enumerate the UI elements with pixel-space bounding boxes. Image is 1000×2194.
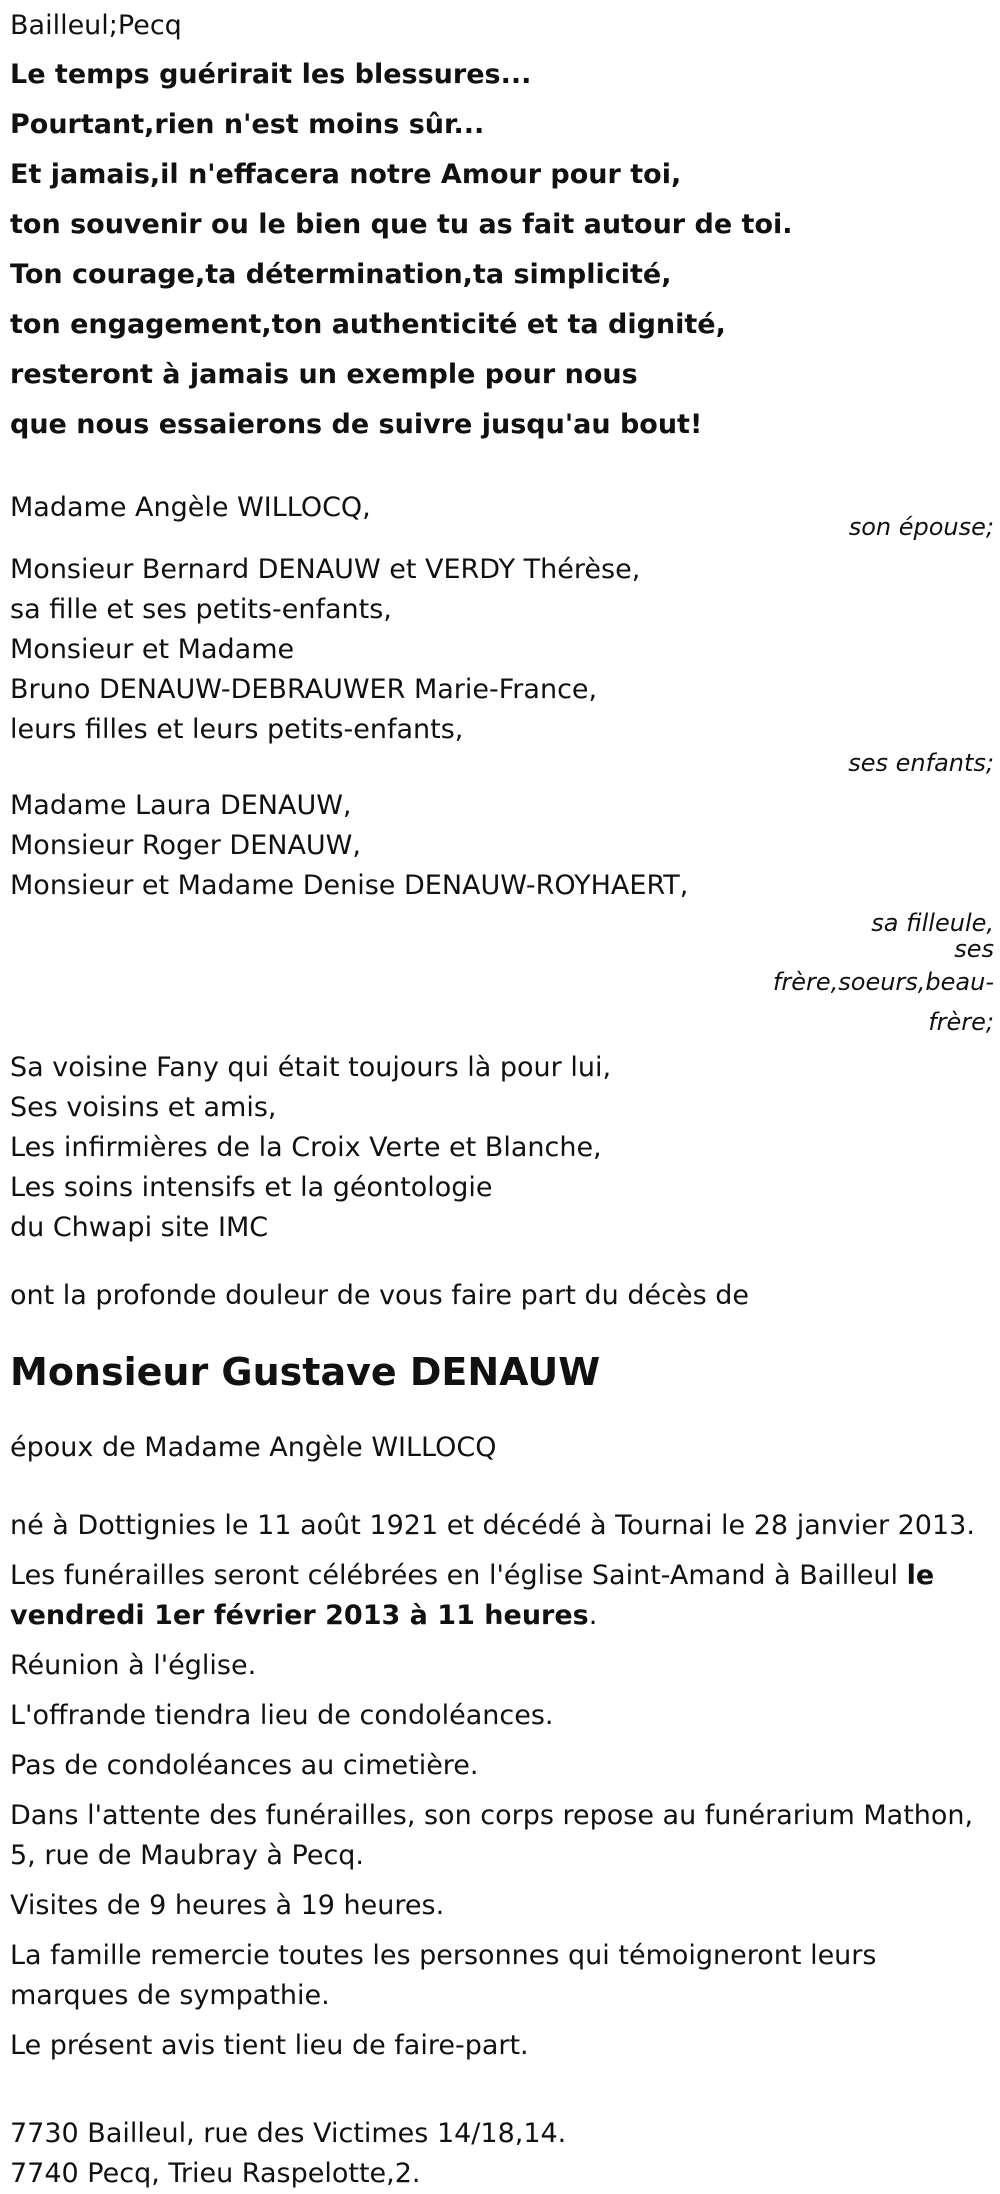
family-children [10, 550, 994, 780]
address-line: 7740 Pecq, Trieu Raspelotte,2. [10, 2158, 421, 2189]
spouse-name: Madame Angèle WILLOCQ, [10, 492, 371, 523]
others-line: Sa voisine Fany qui était toujours là pour lui, [10, 1052, 612, 1083]
siblings-line: Monsieur et Madame Denise DENAUW-ROYHAERT, [10, 870, 689, 901]
poem-line: ton souvenir ou le bien que tu as fait autour de toi. [10, 209, 793, 240]
funeral-intro: Les funérailles seront célébrées en l'église Saint-Amand à Bailleul [10, 1560, 907, 1591]
poem-line: resteront à jamais un exemple pour nous [10, 359, 638, 390]
birth-death: né à Dottignies le 11 août 1921 et décédé à Tournai le 28 janvier 2013. [10, 1510, 975, 1541]
children-line: sa fille et ses petits-enfants, [10, 594, 392, 625]
address-line: 7730 Bailleul, rue des Victimes 14/18,14. [10, 2118, 567, 2149]
poem-line: Pourtant,rien n'est moins sûr... [10, 109, 485, 140]
offering-info: L'offrande tiendra lieu de condoléances. [10, 1700, 554, 1731]
siblings-relation [10, 910, 994, 1042]
rest-info: Dans l'attente des funérailles, son corps repose au funérarium Mathon, 5, rue de Maubray à Pecq. [10, 1800, 974, 1871]
siblings-relation-line: frère,soeurs,beau- [772, 968, 994, 996]
poem-line: Et jamais,il n'effacera notre Amour pour toi, [10, 159, 682, 190]
thanks-info: La famille remercie toutes les personnes qui témoigneront leurs marques de sympathie. [10, 1940, 877, 2011]
children-line: Monsieur et Madame [10, 634, 295, 665]
family-others [10, 1048, 994, 1248]
poem-line: Ton courage,ta détermination,ta simplicité, [10, 259, 672, 290]
deceased-spouse-of: époux de Madame Angèle WILLOCQ [10, 1432, 497, 1463]
place-header: Bailleul;Pecq [10, 10, 182, 41]
funeral-details [10, 1506, 994, 2066]
funeral-info [10, 1556, 994, 1636]
children-relation: ses enfants; [848, 749, 994, 777]
siblings-relation-line: sa filleule, [871, 909, 994, 937]
children-line: leurs filles et leurs petits-enfants, [10, 714, 464, 745]
others-line: du Chwapi site IMC [10, 1212, 269, 1243]
poem [10, 50, 994, 450]
announcement: ont la profonde douleur de vous faire part du décès de [10, 1280, 749, 1311]
visits-info: Visites de 9 heures à 19 heures. [10, 1890, 445, 1921]
deceased-name: Monsieur Gustave DENAUW [10, 1350, 601, 1394]
children-line: Bruno DENAUW-DEBRAUWER Marie-France, [10, 674, 598, 705]
siblings-line: Monsieur Roger DENAUW, [10, 830, 361, 861]
poem-line: Le temps guérirait les blessures... [10, 59, 532, 90]
others-line: Ses voisins et amis, [10, 1092, 277, 1123]
meeting-info: Réunion à l'église. [10, 1650, 257, 1681]
family-spouse [10, 488, 994, 544]
poem-line: que nous essaierons de suivre jusqu'au bout! [10, 409, 703, 440]
siblings-line: Madame Laura DENAUW, [10, 790, 352, 821]
others-line: Les soins intensifs et la géontologie [10, 1172, 493, 1203]
spouse-relation: son épouse; [848, 513, 994, 541]
siblings-relation-line: ses [954, 935, 994, 963]
no-condolences-info: Pas de condoléances au cimetière. [10, 1750, 479, 1781]
addresses [10, 2114, 994, 2194]
poem-line: ton engagement,ton authenticité et ta dignité, [10, 309, 726, 340]
others-line: Les infirmières de la Croix Verte et Blanche, [10, 1132, 602, 1163]
funeral-end: . [588, 1600, 598, 1631]
funeral-date: le vendredi 1er février 2013 à 11 heures [10, 1560, 935, 1631]
obituary-content [10, 8, 994, 2194]
children-line: Monsieur Bernard DENAUW et VERDY Thérèse, [10, 554, 641, 585]
family-siblings [10, 786, 994, 1042]
notice-info: Le présent avis tient lieu de faire-part. [10, 2030, 529, 2061]
siblings-relation-line: frère; [928, 1008, 994, 1036]
